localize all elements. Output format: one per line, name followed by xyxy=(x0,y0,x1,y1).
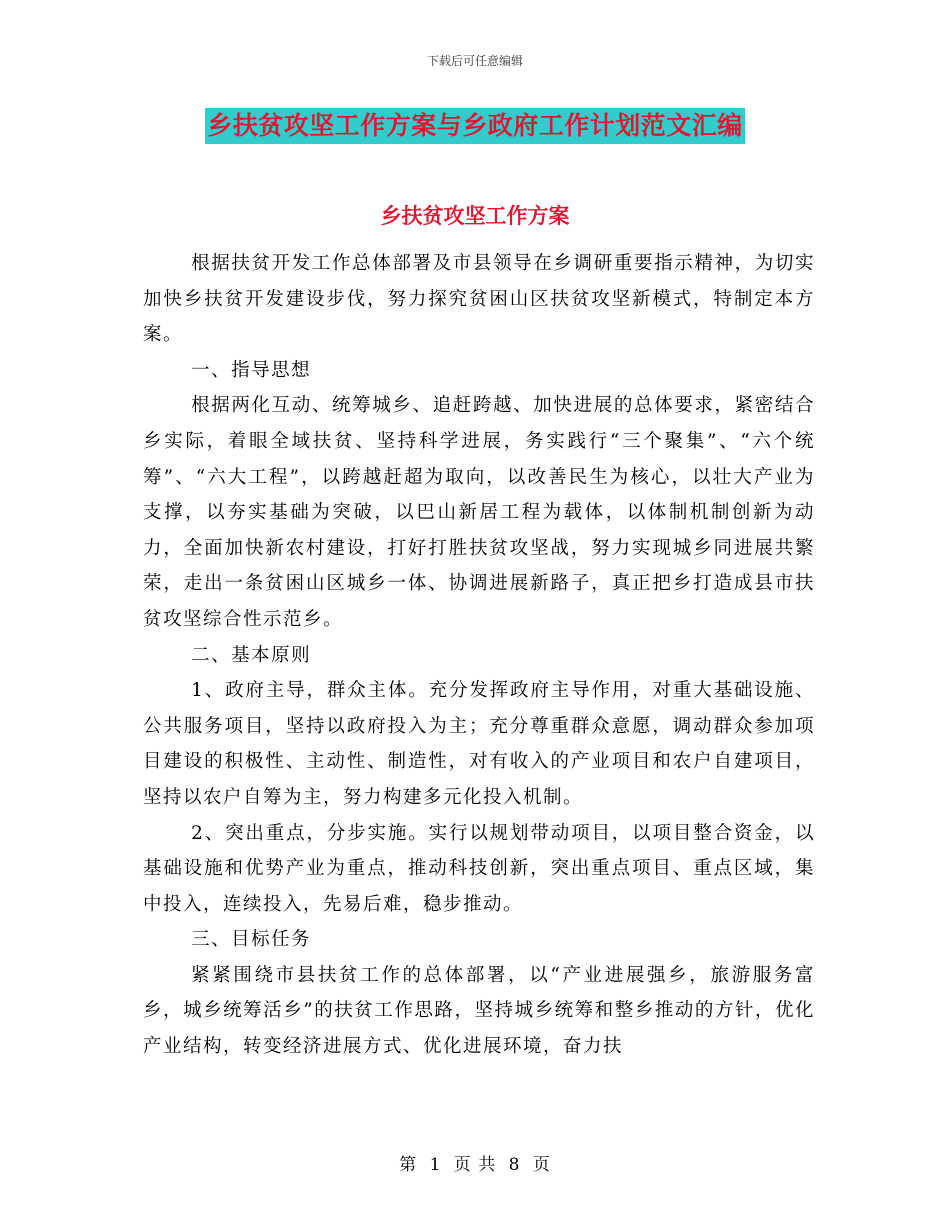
header-note: 下载后可任意编辑 xyxy=(426,54,523,68)
footer-total-pages: 8 xyxy=(508,1155,521,1175)
footer-suffix: 页 xyxy=(532,1155,551,1175)
paragraph-principle-1: 1、政府主导，群众主体。充分发挥政府主导作用，对重大基础设施、公共服务项目，坚持以政府投入为主；充分尊重群众意愿，调动群众参加项目建设的积极性、主动性、制造性，对有收入的产业项目和农户自建项目，坚持以农户自筹为主，努力构建多元化投入机制。 xyxy=(143,680,815,808)
paragraph-intro: 根据扶贫开发工作总体部署及市县领导在乡调研重要指示精神，为切实加快乡扶贫开发建设步伐，努力探究贫困山区扶贫攻坚新模式，特制定本方案。 xyxy=(143,253,815,346)
paragraph-target-tasks: 紧紧围绕市县扶贫工作的总体部署，以“产业进展强乡，旅游服务富乡，城乡统筹活乡”的扶贫工作思路，坚持城乡统筹和整乡推动的方针，优化产业结构，转变经济进展方式、优化进展环境，奋力扶 xyxy=(143,964,815,1058)
heading-basic-principles: 二、基本原则 xyxy=(191,644,312,666)
footer-prefix: 第 xyxy=(399,1155,418,1175)
document-body xyxy=(143,246,815,1065)
section-title: 乡扶贫攻坚工作方案 xyxy=(380,203,570,228)
heading-target-tasks: 三、目标任务 xyxy=(191,929,312,951)
main-title-container xyxy=(0,108,950,144)
paragraph-principle-2: 2、突出重点，分步实施。实行以规划带动项目，以项目整合资金，以基础设施和优势产业为重点，推动科技创新，突出重点项目、重点区域，集中投入，连续投入，先易后难，稳步推动。 xyxy=(143,822,815,915)
page-footer xyxy=(0,1150,950,1175)
footer-page-number: 1 xyxy=(429,1155,442,1175)
heading-guiding-ideology: 一、指导思想 xyxy=(191,359,312,381)
paragraph-guiding-ideology: 根据两化互动、统筹城乡、追赶跨越、加快进展的总体要求，紧密结合乡实际，着眼全域扶贫、坚持科学进展，务实践行“三个聚集”、“六个统筹”、“六大工程”，以跨越赶超为取向，以改善民生为核心，以壮大产业为支撑，以夯实基础为突破，以巴山新居工程为载体，以体制机制创新为动力，全面加快新农村建设，打好打胜扶贫攻坚战，努力实现城乡同进展共繁荣，走出一条贫困山区城乡一体、协调进展新路子，真正把乡打造成县市扶贫攻坚综合性示范乡。 xyxy=(143,395,815,630)
footer-middle: 页 共 xyxy=(453,1155,497,1175)
main-title: 乡扶贫攻坚工作方案与乡政府工作计划范文汇编 xyxy=(205,108,745,144)
